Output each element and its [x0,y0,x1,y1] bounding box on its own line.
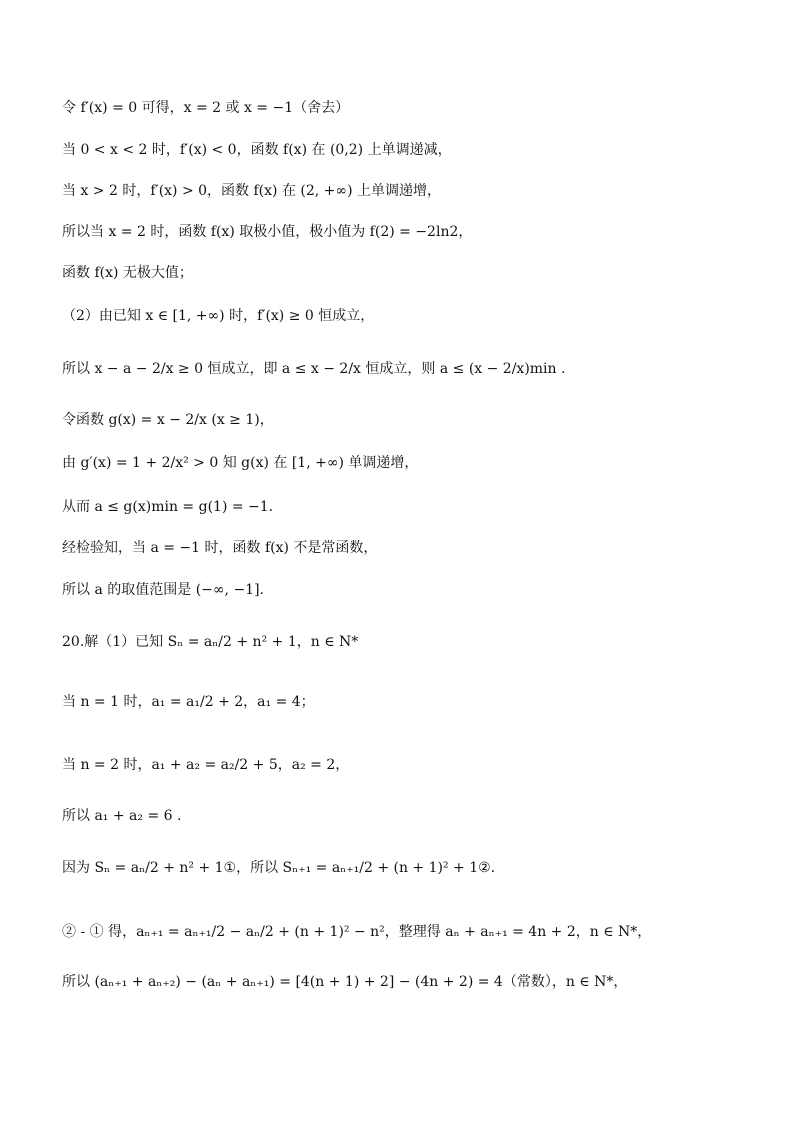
solution-line-12: 所以 a 的取值范围是 (−∞, −1]. [62,582,265,598]
solution-line-7: 所以 x − a − 2/x ≥ 0 恒成立，即 a ≤ x − 2/x 恒成立，则 a ≤ (x − 2/x)min . [62,361,566,377]
problem-20-line-1: 20.解（1）已知 Sₙ = aₙ/2 + n² + 1，n ∈ N* [62,634,359,650]
problem-20-line-5: 因为 Sₙ = aₙ/2 + n² + 1①，所以 Sₙ₊₁ = aₙ₊₁/2 + (n + 1)² + 1②. [62,860,496,876]
solution-line-9: 由 g′(x) = 1 + 2/x² > 0 知 g(x) 在 [1, +∞) 单调递增， [62,455,419,471]
solution-line-6: （2）由已知 x ∈ [1, +∞) 时，f′(x) ≥ 0 恒成立， [62,308,375,324]
solution-line-5: 函数 f(x) 无极大值； [62,265,193,281]
problem-20-line-7: 所以 (aₙ₊₁ + aₙ₊₂) − (aₙ + aₙ₊₁) = [4(n + 1) + 2] − (4n + 2) = 4（常数），n ∈ N*， [62,974,628,990]
problem-20-line-6: ② - ① 得，aₙ₊₁ = aₙ₊₁/2 − aₙ/2 + (n + 1)² − n²，整理得 aₙ + aₙ₊₁ = 4n + 2，n ∈ N*， [62,924,652,940]
solution-line-1: 令 f′(x) = 0 可得，x = 2 或 x = −1（舍去） [62,100,350,116]
problem-20-line-4: 所以 a₁ + a₂ = 6 . [62,808,182,824]
problem-20-line-2: 当 n = 1 时，a₁ = a₁/2 + 2，a₁ = 4； [62,694,315,710]
solution-line-2: 当 0 < x < 2 时，f′(x) < 0，函数 f(x) 在 (0,2) 上单调递减， [62,142,452,158]
problem-20-line-3: 当 n = 2 时，a₁ + a₂ = a₂/2 + 5，a₂ = 2， [62,757,350,773]
solution-line-8: 令函数 g(x) = x − 2/x (x ≥ 1)， [62,412,274,428]
solution-line-11: 经检验知，当 a = −1 时，函数 f(x) 不是常函数， [62,540,378,556]
solution-line-10: 从而 a ≤ g(x)min = g(1) = −1. [62,499,274,515]
solution-line-3: 当 x > 2 时，f′(x) > 0，函数 f(x) 在 (2, +∞) 上单调递增， [62,183,441,199]
solution-line-4: 所以当 x = 2 时，函数 f(x) 取极小值，极小值为 f(2) = −2ln2， [62,224,473,240]
